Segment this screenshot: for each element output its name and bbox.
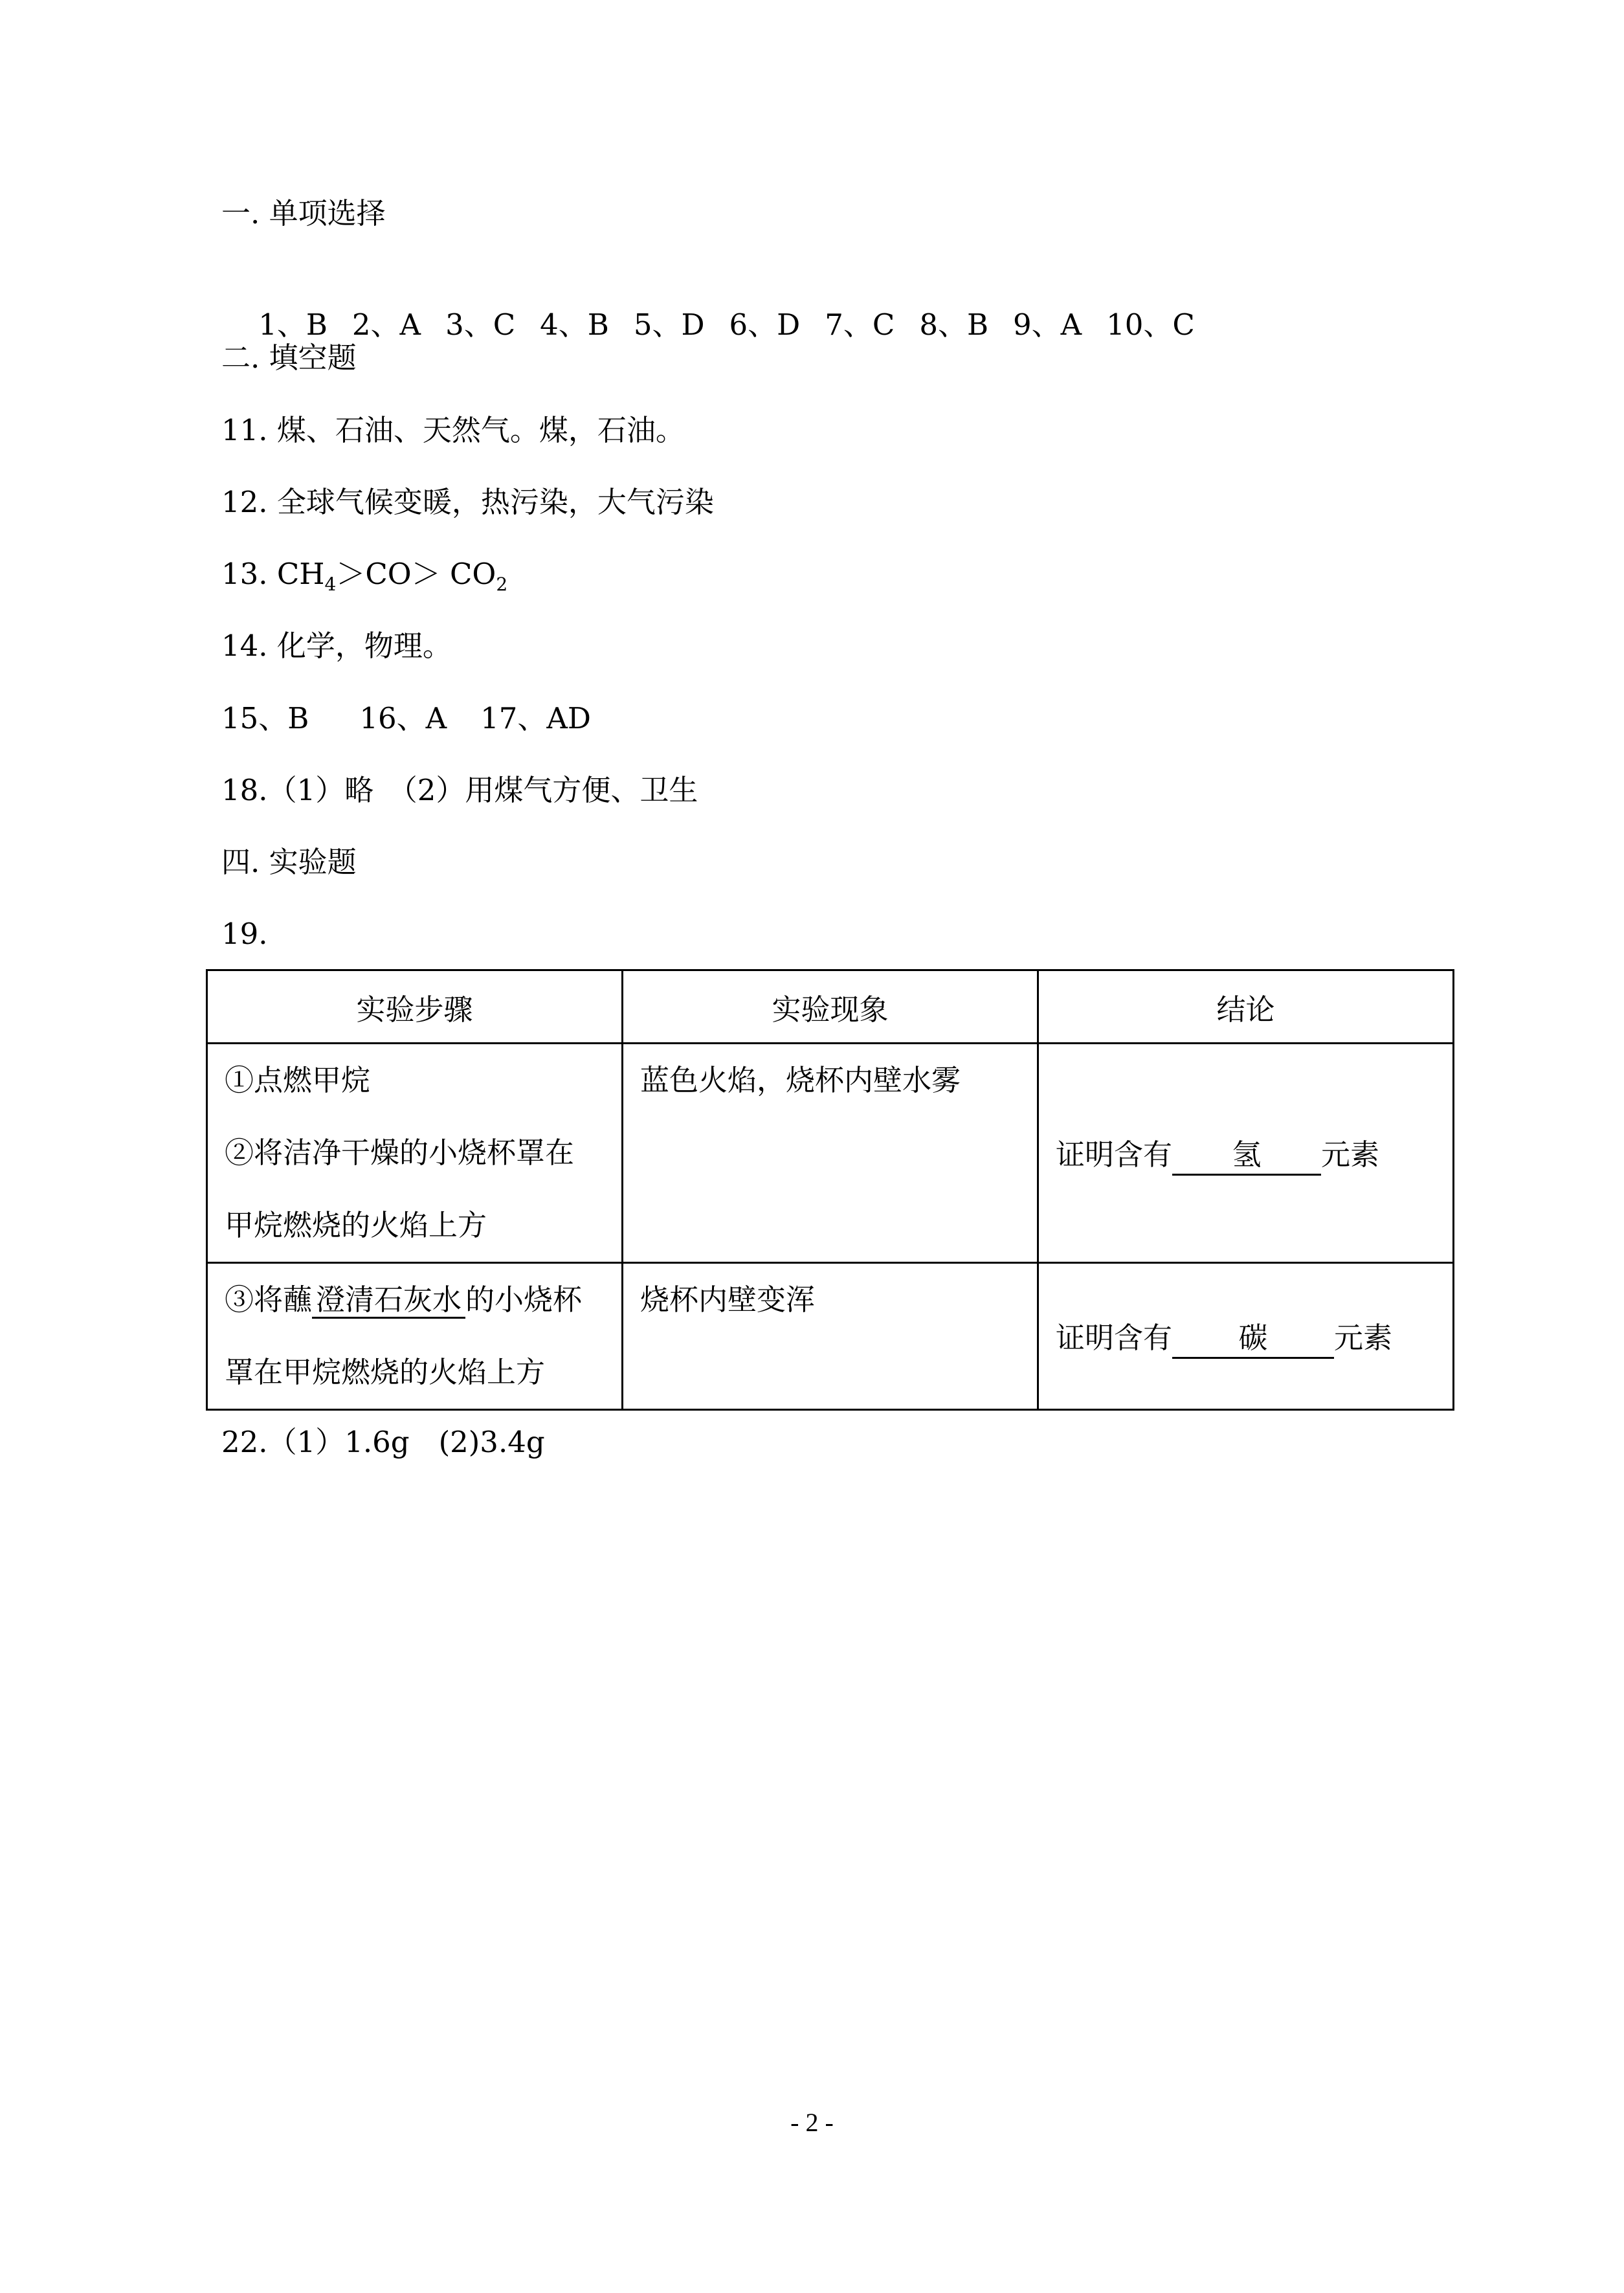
answer-q15: 15、B [221, 701, 309, 735]
answer-q11: 11. 煤、石油、天然气。煤，石油。 [221, 413, 685, 447]
row1-conclusion [1038, 1044, 1454, 1263]
answer-item: 10、C [1106, 308, 1195, 342]
section-heading-experiment: 四. 实验题 [221, 845, 357, 879]
row1-conclusion-suffix: 元素 [1321, 1137, 1380, 1172]
row1-conclusion-prefix: 证明含有 [1056, 1137, 1173, 1172]
q13-prefix: 13. CH [221, 557, 325, 591]
row2-conclusion-suffix: 元素 [1334, 1320, 1393, 1355]
answer-item: 9、A [1013, 308, 1082, 342]
page-number: - 2 - [790, 2108, 834, 2137]
answer-q19-label: 19. [221, 917, 268, 951]
answer-q16: 16、A [359, 701, 447, 735]
row2-phenomenon-text: 烧杯内壁变浑 [640, 1282, 816, 1317]
section-heading-fill-in: 二. 填空题 [221, 341, 357, 375]
answer-q12: 12. 全球气候变暖，热污染，大气污染 [221, 485, 714, 519]
row2-step-prefix: ③将蘸 [225, 1282, 313, 1317]
row2-step-line [225, 1264, 605, 1336]
row1-phenomenon [623, 1044, 1038, 1263]
answer-item: 4、B [540, 308, 609, 342]
answer-item: 7、C [825, 308, 895, 342]
choice-answers-row [221, 267, 1219, 383]
header-conclusion: 结论 [1038, 970, 1454, 1044]
answer-item: 1、B [258, 308, 328, 342]
answer-item: 3、C [445, 308, 516, 342]
header-experiment-phenomenon: 实验现象 [623, 970, 1038, 1044]
row2-conclusion [1038, 1263, 1454, 1410]
q13-middle: ＞CO＞ CO [336, 557, 496, 591]
answer-q14: 14. 化学，物理。 [221, 629, 452, 663]
row2-step-suffix: 的小烧杯 [465, 1282, 583, 1317]
q13-subscript-4: 4 [324, 574, 337, 595]
row2-conclusion-prefix: 证明含有 [1056, 1320, 1173, 1355]
row1-step-line: ①点燃甲烷 [225, 1063, 371, 1097]
row1-step-line: ②将洁净干燥的小烧杯罩在 [225, 1135, 575, 1170]
row1-step-line: 甲烷燃烧的火焰上方 [225, 1208, 487, 1242]
answer-item: 2、A [351, 308, 421, 342]
row1-conclusion-blank: 氢 [1172, 1136, 1321, 1176]
section-heading-single-choice: 一. 单项选择 [221, 196, 386, 230]
answer-q18: 18.（1）略 （2）用煤气方便、卫生 [221, 773, 698, 807]
row2-step-line: 罩在甲烷燃烧的火焰上方 [225, 1355, 546, 1389]
table-row [207, 1263, 1454, 1410]
row2-phenomenon [623, 1263, 1038, 1410]
row2-steps [207, 1263, 623, 1410]
answer-item: 5、D [633, 308, 705, 342]
table-row [207, 1044, 1454, 1263]
table-header-row [207, 970, 1454, 1044]
answer-q13 [221, 555, 507, 594]
answer-item: 8、B [919, 308, 989, 342]
answer-q17: 17、AD [480, 701, 591, 735]
experiment-table [206, 969, 1454, 1411]
answer-q22: 22.（1）1.6g (2)3.4g [221, 1425, 545, 1459]
row2-conclusion-blank: 碳 [1172, 1319, 1334, 1359]
header-experiment-steps: 实验步骤 [207, 970, 623, 1044]
row1-phenomenon-text: 蓝色火焰，烧杯内壁水雾 [640, 1063, 961, 1097]
q13-subscript-2: 2 [496, 574, 508, 595]
answer-item: 6、D [729, 308, 801, 342]
row2-step-underlined: 澄清石灰水 [312, 1282, 465, 1319]
answer-q15-17 [221, 699, 591, 738]
row1-steps [207, 1044, 623, 1263]
